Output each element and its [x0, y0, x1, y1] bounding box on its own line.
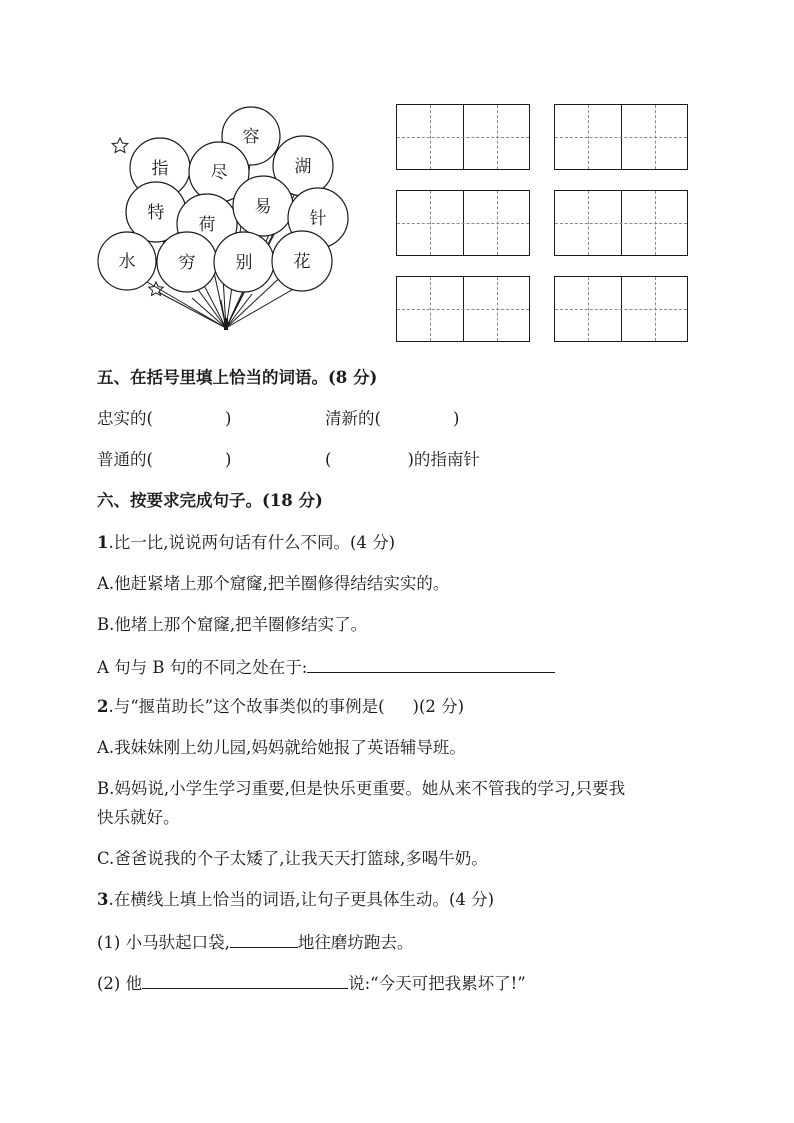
balloon-illustration [96, 104, 366, 334]
section5-title: 五、在括号里填上恰当的词语。(8 分) [97, 368, 378, 387]
fill-row-3: 普通的( ) [97, 450, 232, 469]
section6-title: 六、按要求完成句子。(18 分) [97, 491, 323, 510]
star-icon [112, 138, 128, 153]
balloon-character: 花 [293, 252, 311, 272]
writing-grid[interactable] [396, 104, 530, 170]
balloon-character: 特 [147, 203, 165, 223]
balloon-character: 别 [235, 253, 253, 273]
q2-option-b-line2: 快乐就好。 [97, 808, 180, 827]
balloon-character: 易 [254, 197, 272, 217]
fill-row-4: ( )的指南针 [325, 450, 480, 469]
q1-answer-line: A 句与 B 句的不同之处在于: [97, 655, 555, 679]
q2-option-b-line1: B.妈妈说,小学生学习重要,但是快乐更重要。她从来不管我的学习,只要我 [97, 779, 626, 798]
balloon-character: 容 [242, 127, 260, 147]
q1-sentence-b: B.他堵上那个窟窿,把羊圈修结实了。 [97, 615, 368, 634]
writing-grid[interactable] [554, 276, 688, 342]
fill-row-2: 清新的( ) [325, 409, 460, 428]
balloon-character: 湖 [294, 157, 312, 177]
balloon-character: 穷 [178, 253, 196, 273]
balloon [214, 232, 274, 292]
balloon [233, 176, 293, 236]
balloon [157, 232, 217, 292]
answer-blank[interactable] [230, 930, 298, 948]
balloon-character: 荷 [198, 215, 216, 235]
fill-row-1: 忠实的( ) [97, 409, 232, 428]
q1-title: 1.比一比,说说两句话有什么不同。(4 分) [97, 533, 396, 552]
q3-sentence-2: (2) 他 说:“今天可把我累坏了!” [97, 971, 526, 995]
writing-grid[interactable] [554, 104, 688, 170]
balloon-character: 针 [309, 209, 327, 229]
writing-grid[interactable] [396, 190, 530, 256]
q2-title: 2.与“揠苗助长”这个故事类似的事例是( )(2 分) [97, 697, 465, 716]
writing-grid[interactable] [396, 276, 530, 342]
q2-option-a: A.我妹妹刚上幼儿园,妈妈就给她报了英语辅导班。 [97, 738, 466, 757]
answer-blank[interactable] [307, 655, 555, 673]
answer-blank[interactable] [142, 971, 348, 989]
writing-grid[interactable] [554, 190, 688, 256]
q3-sentence-1: (1) 小马驮起口袋, 地往磨坊跑去。 [97, 930, 413, 954]
balloon-character: 尽 [210, 163, 228, 183]
balloon [272, 231, 332, 291]
q3-title: 3.在横线上填上恰当的词语,让句子更具体生动。(4 分) [97, 890, 495, 909]
balloon-character: 水 [118, 252, 136, 272]
q1-sentence-a: A.他赶紧堵上那个窟窿,把羊圈修得结结实实的。 [97, 574, 450, 593]
balloon [98, 232, 156, 290]
q2-option-c: C.爸爸说我的个子太矮了,让我天天打篮球,多喝牛奶。 [97, 849, 488, 868]
balloon-character: 指 [151, 159, 169, 179]
